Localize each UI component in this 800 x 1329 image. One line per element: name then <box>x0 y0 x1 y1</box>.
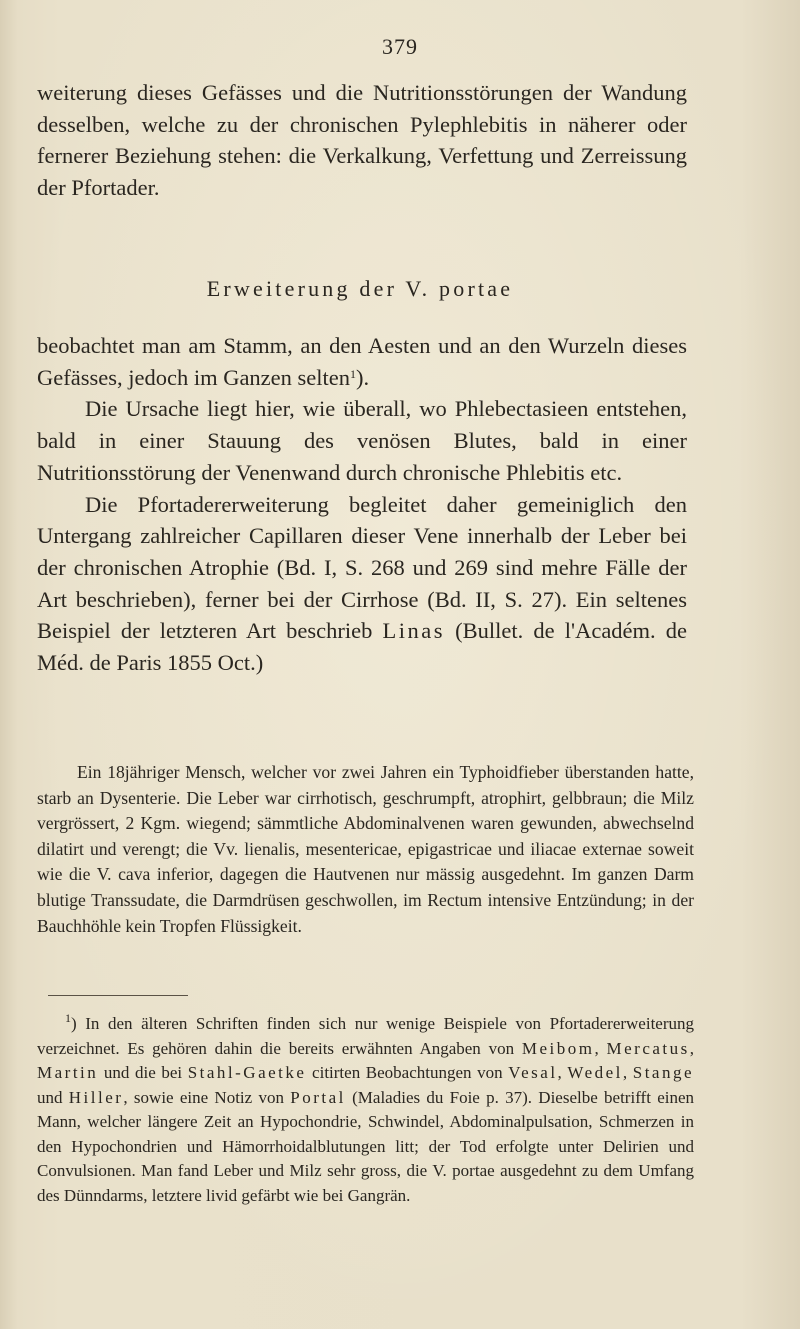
footnote-divider <box>48 995 188 996</box>
footnote-sep: , <box>557 1063 562 1082</box>
paragraph-2: Die Ursache liegt hier, wie überall, wo Phlebectasieen entstehen, bald in einer Stauung des venösen Blutes, bald in einer Nutritionsstörung der Venenwand durch chronische Phlebitis etc. <box>37 396 687 485</box>
footnote-text-f: (Maladies du Foie p. 37). Dieselbe betrifft einen Mann, welcher längere Zeit an Hypochondrie, Schwindel, Abdominalpulsation, Schmerzen in den Hypochondrien und Hämorrhoidalblutungen litt; der Tod erfolgte unter Delirien und Convulsionen. Man fand Leber und Milz sehr gross, die V. portae ausgedehnt zu dem Umfang des Dünndarms, letztere livid gefärbt wie bei Gangrän. <box>37 1087 695 1205</box>
case-report-text: Ein 18jähriger Mensch, welcher vor zwei Jahren ein Typhoidfieber überstanden hatte, starb an Dysenterie. Die Leber war cirrhotisch, geschrumpft, atrophirt, gelbbraun; die Milz vergrössert, 2 Kgm. wiegend; sämmtliche Abdominalvenen waren gewunden, abwechselnd dilatirt und verengt; die Vv. lienalis, mesentericae, epigastricae und iliacae externae soweit wie die V. cava inferior, dagegen die Hautvenen nur mässig ausgedehnt. Im ganzen Darm blutige Transsudate, die Darmdrüsen geschwollen, im Rectum intensive Entzündung; in der Bauchhöhle kein Tropfen Flüssigkeit. <box>37 762 694 936</box>
footnote-sep: , <box>622 1063 628 1082</box>
footnote-text-c: citirten Beobachtungen von <box>312 1063 503 1082</box>
page-number: 379 <box>382 34 418 59</box>
footnote-text <box>37 1012 694 1208</box>
paragraph-1-text: beobachtet man am Stamm, an den Aesten und an den Wurzeln dieses Gefässes, jedoch im Ganzen selten <box>37 333 687 390</box>
footnote-sep: , <box>689 1038 695 1058</box>
paragraph-1 <box>37 330 687 393</box>
case-report <box>37 760 694 939</box>
author-meibom: Meibom <box>521 1038 595 1058</box>
paragraph-3-citation: (Bullet. de l'Académ. de Méd. de Paris 1855 Oct.) <box>37 618 688 676</box>
footnote-text-d: und <box>37 1087 63 1107</box>
paragraph-3 <box>37 489 687 679</box>
author-vesal: Vesal <box>508 1063 558 1082</box>
author-hiller: Hiller <box>68 1087 124 1107</box>
author-wedel: Wedel <box>567 1063 623 1082</box>
footnote-text-a: ) In den älteren Schriften finden sich nur wenige Beispiele von Pfortadererweiterung verzeichnet. Es gehören dahin die bereits erwähnten Angaben von <box>37 1014 694 1058</box>
footnote <box>37 1012 694 1208</box>
paragraph-3-text: Die Pfortadererweiterung begleitet daher gemeiniglich den Untergang zahlreicher Capillaren dieser Vene innerhalb der Leber bei der chronischen Atrophie (Bd. I, S. 268 und 269 sind mehre Fälle der Art beschrieben), ferner bei der Cirrhose (Bd. II, S. 27). Ein seltenes Beispiel der letzteren Art beschrieb <box>37 491 687 644</box>
main-text <box>37 330 687 679</box>
author-portal: Portal <box>290 1087 346 1107</box>
paragraph-1-end: ). <box>356 364 370 390</box>
intro-paragraph-text: weiterung dieses Gefässes und die Nutritionsstörungen der Wandung desselben, welche zu der chronischen Pylephlebitis in näherer oder fernerer Beziehung stehen: die Verkalkung, Verfettung und Zerreissung der Pfortader. <box>37 80 687 201</box>
author-mercatus: Mercatus <box>606 1038 690 1058</box>
footnote-marker: 1 <box>65 1011 71 1025</box>
footnote-text-e: , sowie eine Notiz von <box>123 1087 284 1107</box>
footnote-reference[interactable]: 1 <box>350 366 357 381</box>
author-linas: Linas <box>382 618 446 644</box>
author-martin: Martin <box>37 1063 99 1082</box>
intro-paragraph <box>37 77 687 204</box>
author-stahl-gaetke: Stahl-Gaetke <box>187 1063 307 1082</box>
footnote-sep: , <box>594 1038 599 1058</box>
footnote-text-b: und die bei <box>103 1063 183 1082</box>
author-stange: Stange <box>632 1063 695 1082</box>
section-heading: Erweiterung der V. portae <box>206 276 514 301</box>
